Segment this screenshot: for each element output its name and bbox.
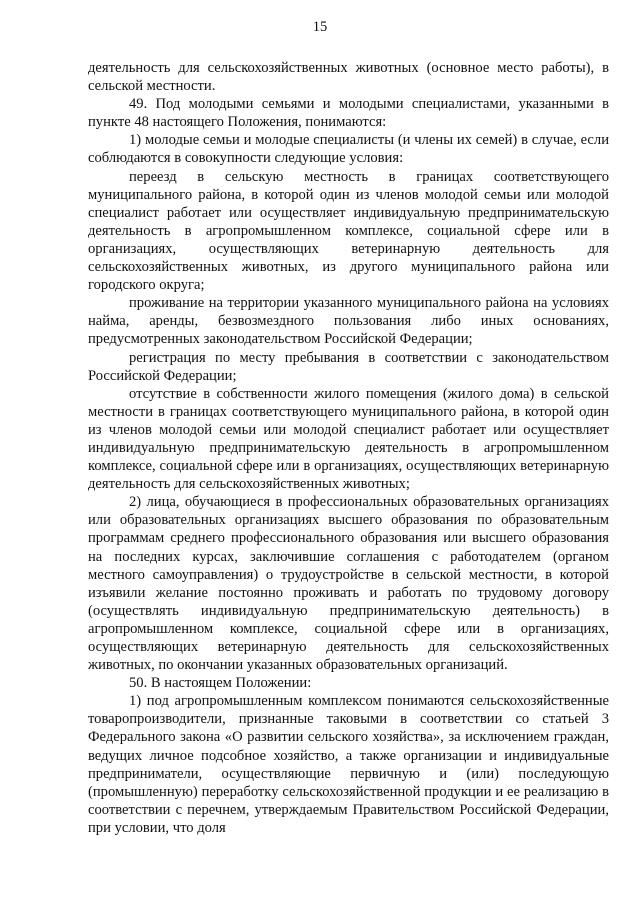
paragraph-subitem-1: 1) молодые семьи и молодые специалисты (и члены их семей) в случае, если соблюдаются в совокупности следующие условия: (88, 132, 609, 167)
paragraph-item-50: 50. В настоящем Положении: (129, 675, 312, 692)
document-body (88, 59, 609, 837)
paragraph-condition-registration: регистрация по месту пребывания в соответствии с законодательством Российской Федерации; (88, 349, 609, 384)
paragraph-subitem-2: 2) лица, обучающиеся в профессиональных образовательных организациях или образовательных организациях высшего образования по образовательным программам среднего профессионального образования или высшего образования на последних курсах, заключившие соглашения с работодателем (органом местного самоуправления) о трудоустройстве в сельской местности, в которой изъявили желание постоянно проживать и работать по трудовому договору (осуществлять индивидуальную предпринимательскую деятельность) в агропромышленном комплексе, социальной сфере или в организациях, осуществляющих ветеринарную деятельность для сельскохозяйственных животных, по окончании указанных образовательных организаций. (88, 494, 609, 674)
paragraph-continuation: деятельность для сельскохозяйственных животных (основное место работы), в сельской местности. (88, 60, 609, 95)
paragraph-item-49: 49. Под молодыми семьями и молодыми специалистами, указанными в пункте 48 настоящего Положения, понимаются: (88, 96, 609, 131)
paragraph-condition-residence: проживание на территории указанного муниципального района на условиях найма, аренды, безвозмездного пользования либо иных основаниях, предусмотренных законодательством Российской Федерации; (88, 295, 609, 348)
paragraph-condition-no-housing: отсутствие в собственности жилого помещения (жилого дома) в сельской местности в границах соответствующего муниципального района, в которой один из членов молодой семьи или молодой специалист работает или осуществляет индивидуальную предпринимательскую деятельность в агропромышленном комплексе, социальной сфере или в организациях, осуществляющих ветеринарную деятельность для сельскохозяйственных животных; (88, 385, 609, 493)
page-number: 15 (312, 19, 328, 35)
paragraph-condition-relocation: переезд в сельскую местность в границах соответствующего муниципального района, в которой один из членов молодой семьи или молодой специалист работает или осуществляет индивидуальную предпринимательскую деятельность в агропромышленном комплексе, социальной сфере или в организациях, осуществляющих ветеринарную деятельность для сельскохозяйственных животных, из другого муниципального района или городского округа; (88, 168, 609, 294)
paragraph-item-50-subitem-1: 1) под агропромышленным комплексом понимаются сельскохозяйственные товаропроизводители, признанные таковыми в соответствии со статьей 3 Федерального закона «О развитии сельского хозяйства», за исключением граждан, ведущих личное подсобное хозяйство, а также организации и индивидуальные предприниматели, осуществляющие первичную и (или) последующую (промышленную) переработку сельскохозяйственной продукции и ее реализацию в соответствии с перечнем, утверждаемым Правительством Российской Федерации, при условии, что доля (88, 693, 609, 836)
